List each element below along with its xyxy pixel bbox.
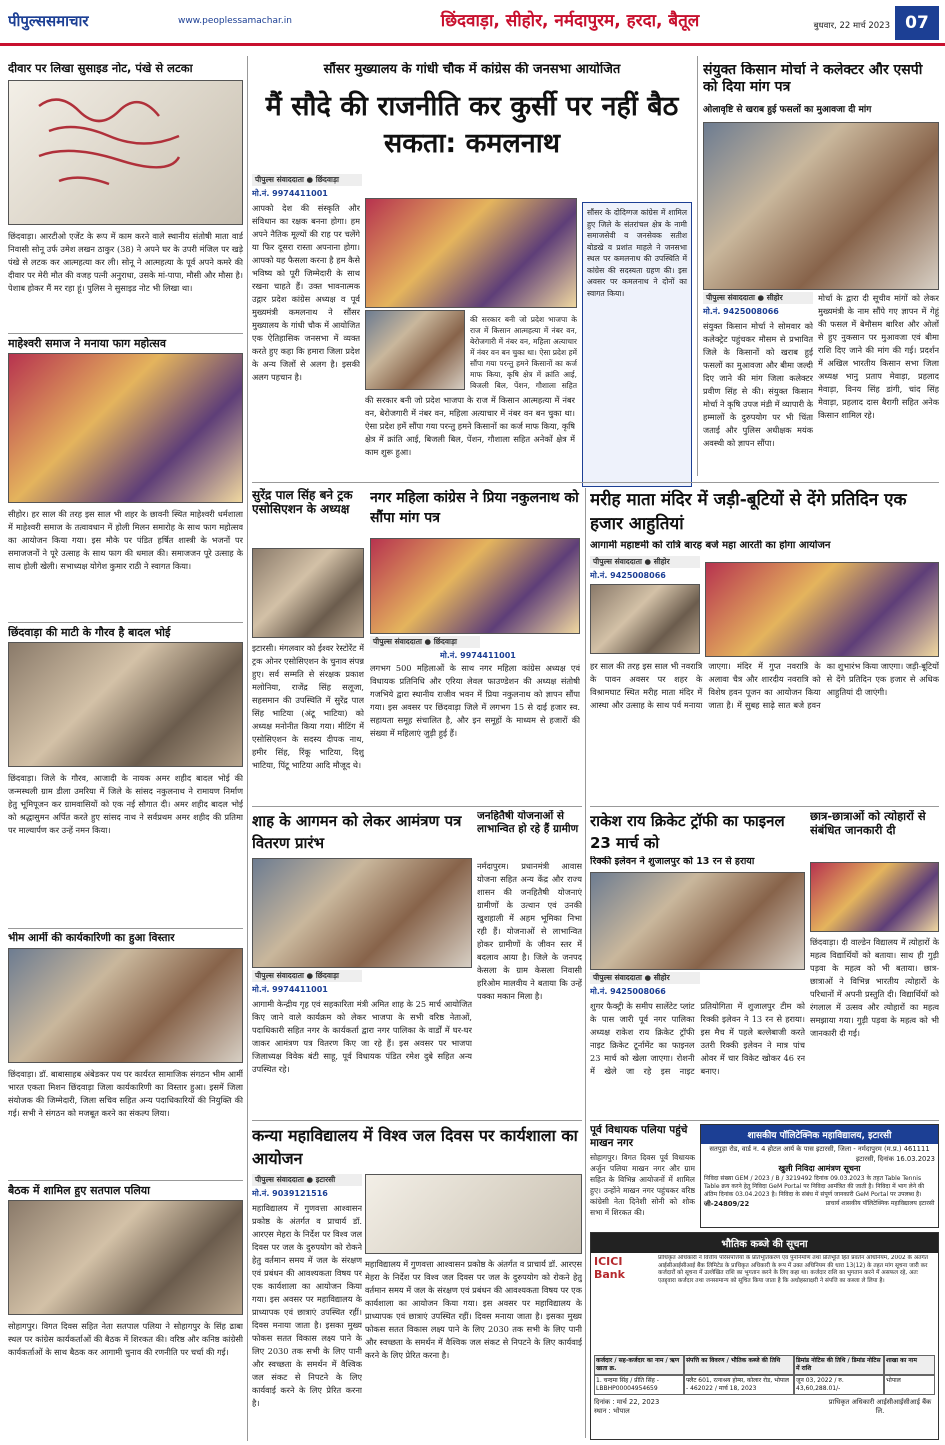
mareeh-small-photo	[590, 584, 700, 654]
column-rule	[247, 56, 248, 1441]
logo-main: पीपुल्स	[8, 12, 47, 30]
column-rule	[585, 488, 586, 1438]
table-header: डिमांड नोटिस की तिथि / डिमांड नोटिस में राशि	[794, 1355, 884, 1375]
cricket-body: शुगर फैक्ट्री के समीप सालेंटेट प्लांट के पास जारी पूर्व नगर पालिका अध्यक्ष राकेश राय क्रिकेट ट्रॉफी नाइट क्रिकेट टूर्नामेंट का फाइनल 23 मार्च को खेला जाएगा। रोशनी में खेले जा रहे इस नाइट प्रतियोगिता में शुजालपुर टीम को रिक्की इलेवन ने 13 रन से हराया। इस मैच में पहले बल्लेबाजी करते उतरी रिक्की इलेवन ने मात्र पांच ओवर में चार विकेट खोकर 46 रन बनाए।	[590, 1001, 805, 1076]
fag-festival-photo	[8, 353, 243, 503]
festival-photo	[810, 862, 939, 932]
side-box-joining	[582, 202, 692, 487]
tender-ref: जी-24809/22	[704, 1199, 750, 1208]
table-header: संपत्ति का विवरण / भौतिक कब्जे की तिथि	[684, 1355, 794, 1375]
paliya-title: पूर्व विधायक पलिया पहुंचे माखन नगर	[590, 1124, 688, 1149]
festival-body: छिंदवाड़ा। दी वाल्डेन विद्यालय में त्योहारों के महत्व विद्यार्थियों को बताया। साथ ही गुड़ी पड़वा के महत्व को भी बताया। छात्र-छात्राओं ने विभिन्न भारतीय त्योहारों के परिधानों में अपनी प्रस्तुति दी। विद्यार्थियों को रंगलाल में उत्सव और त्योहारों का महत्व समझाया गया। गुड़ी पड़वा के महत्व को भी जानकारी दी गई।	[810, 937, 939, 1038]
cricket-mobile: मो.नं. 9425008066	[590, 987, 666, 996]
farmers-headline: संयुक्त किसान मोर्चा ने कलेक्टर और एसपी को दिया मांग पत्र	[703, 62, 923, 95]
divider	[252, 482, 939, 483]
divider	[252, 1120, 582, 1121]
page-number: 07	[895, 6, 939, 40]
kamalnath-rally-photo	[365, 198, 577, 308]
temple-photo	[705, 562, 939, 657]
festival-title: छात्र-छात्राओं को त्योहारों से संबंधित जानकारी दी	[810, 810, 926, 837]
lead-body-2: की सरकार बनी जो प्रदेश भाजपा के राज में किसान आत्महत्या में नंबर वन, बेरोजगारी में नंबर वन, महिला अत्याचार में नंबर वन बन चुका था। ऐसा प्रदेश हमें सौंपा गया परन्तु हमने किसानों का कर्ज माफ किया, कृषि क्षेत्र में क्रांति आई, बिजली बिल, पेंशन, गौशाला सहित अनेकों क्षेत्र में काम शुरू हुआ।	[365, 395, 575, 457]
table-cell: भोपाल	[884, 1375, 935, 1395]
water-day-body: महाविद्यालय में गुणवत्ता आश्वासन प्रकोष्ठ के अंतर्गत व प्राचार्य डॉ. आरएस मेहरा के निर्देश पर विश्व जल दिवस पर जल के दुरुपयोग को रोकने हेतु वर्तमान समय में जल के संरक्षण एवं प्रबंधन की आवश्यकता विषय पर एक कार्यशाला का आयोजन किया गया। इस अवसर पर महाविद्यालय के प्राध्यापक एवं छात्राएं उपस्थित रहीं। दिवस मनाया जाता है। इसका मुख्य फोकस सतत विकास लक्ष्य पाने के लिए 2030 तक सभी के लिए पानी और स्वच्छता के समर्थन में वैश्विक जल संकट से निपटने के लिए कार्यवाई करने के लिए प्रेरित करना है।	[252, 1203, 362, 1408]
mahila-body: लगभग 500 महिलाओं के साथ नगर महिला कांग्रेस अध्यक्ष एवं विधायक प्रतिनिधि और एरिया लेवल फाउण्डेशन की अध्यक्ष संतोषी गजभिये द्वारा स्थानीय राजीव भवन में प्रिया नकुलनाथ को ज्ञापन सौंपा गया। इस अवसर पर छिंदवाड़ा जिले में लगभग 15 से दाई हजार स्व. सहायता समूह संचालित है, और इन समूहों के माध्यम से हजारों की संख्या में महिलाएं जुड़ी हुई हैं।	[370, 663, 580, 738]
possession-notice-body: प्राधिकृत अधिकारी ने वित्तीय परिसंपत्तियों के प्रतिभूतिकरण एवं पुनर्निर्माण तथा प्रतिभूति हित प्रवर्तन अधिनियम, 2002 के अंतर्गत आईसीआईसीआई बैंक लिमिटेड के प्राधिकृत अधिकारी के रूप में उक्त अधिनियम की धारा 13(12) के तहत मांग सूचना जारी कर कर्जदारों को सूचना में उल्लेखित राशि का भुगतान करने के लिए कहा था। कर्जदार राशि का भुगतान करने में असफल रहे, अतः एतद्द्वारा कर्जदार तथा जनसामान्य को सूचित किया जाता है कि अधोहस्ताक्षरी ने संपत्ति का कब्जा ले लिया है।	[658, 1255, 929, 1284]
tender-signer: प्राचार्य शासकीय पॉलिटेक्निक महाविद्यालय इटारसी	[825, 1199, 935, 1207]
possession-table	[594, 1355, 935, 1395]
tender-notice-title: खुली निविदा आमंत्रण सूचना	[778, 1164, 861, 1173]
icici-possession-notice	[590, 1232, 939, 1440]
side-box-text: सौंसर के दोदिग्गज कांग्रेस में शामिल हुए जिले के संतरांचल क्षेत्र के नामी समाजसेवी व जनसेवक सतीश बोडखे व प्रशांत माहले ने जनसभा स्थल पर कमलनाथ की उपस्थिति में कांग्रेस की सदस्यता ग्रहण की। इस अवसर पर कमलनाथ ने दोनों का स्वागत किया।	[587, 208, 687, 298]
bhim-army-photo	[8, 948, 243, 1063]
logo-second: समाचार	[46, 12, 89, 30]
truck-assoc-title: सुरेंद्र पाल सिंह बने ट्रक एसोसिएशन के अध्यक्ष	[252, 488, 353, 517]
schemes-title: जनहितैषी योजनाओं से लाभान्वित हो रहे हैं ग्रामीण	[477, 810, 579, 835]
story-body-badal-bhoi: छिंदवाड़ा। जिले के गौरव, आजादी के नायक अमर शहीद बादल भोई की जन्मस्थली ग्राम डीला उमरिया में जिले के सांसद नकुलनाथ ने रामायण निर्माण हेतु भूमिपूजन कर ग्रामवासियों को एक नई सौगात दी। अमर शहीद बादल भोई को श्रद्धासुमन अर्पित करते हुए सांसद नाथ ने सर्वप्रथम अमर शहीद की प्रतिमा पर माल्यार्पण कर उन्हें नमन किया।	[8, 773, 243, 835]
divider	[252, 806, 582, 807]
handwriting-icon	[9, 81, 243, 225]
lead-body-continued: की सरकार बनी जो प्रदेश भाजपा के राज में किसान आत्महत्या में नंबर वन, बेरोजगारी में नंबर वन, महिला अत्याचार में नंबर वन बन चुका था। ऐसा प्रदेश हमें सौंपा गया परन्तु हमने किसानों का कर्ज माफ किया, कृषि क्षेत्र में क्रांति आई, बिजली बिल, पेंशन, गौशाला सहित	[470, 315, 577, 390]
mahila-byline: पीपुल्स संवाददाता ● छिंदवाड़ा	[370, 636, 480, 648]
suicide-note-photo	[8, 80, 243, 225]
badal-bhoi-photo	[8, 642, 243, 767]
story-title-badal-bhoi: छिंदवाड़ा की माटी के गौरव है बादल भोई	[8, 626, 171, 639]
notice-signer: प्राधिकृत अधिकारी आईसीआईसीआई बैंक लि.	[828, 1398, 932, 1415]
table-cell: जून 03, 2022 / रु. 43,60,288.01/-	[794, 1375, 884, 1395]
satpal-meeting-photo	[8, 1200, 243, 1315]
water-day-photo	[365, 1174, 582, 1254]
shah-title: शाह के आगमन को लेकर आमंत्रण पत्र वितरण प्रारंभ	[252, 812, 462, 852]
divider	[8, 622, 243, 623]
tender-notice-body: निविदा संख्या GEM / 2023 / B / 3219492 दिनांक 09.03.2023 के तहत Table Tennis Table क्रय करने हेतु निविदा GeM Portal पर निविदा आमंत्रित की जाती है। निविदा में भाग लेने की अंतिम दिनांक 03.04.2023 है। निविदा के संबंध में संपूर्ण जानकारी GeM Portal पर उपलब्ध है।	[704, 1174, 925, 1198]
divider	[590, 1120, 939, 1121]
mahila-congress-title: नगर महिला कांग्रेस ने प्रिया नकुलनाथ को सौंपा मांग पत्र	[370, 490, 579, 526]
water-day-title: कन्या महाविद्यालय में विश्व जल दिवस पर कार्यशाला का आयोजन	[252, 1126, 578, 1168]
story-title-satpal: बैठक में शामिल हुए सतपाल पलिया	[8, 1184, 151, 1197]
shah-body: आगामी केन्द्रीय गृह एवं सहकारिता मंत्री अमित शाह के 25 मार्च आयोजित किए जाने वाले कार्यक्रम को लेकर भाजपा के सभी वरिष्ठ नेताओं, पदाधिकारी सहित नगर के कार्यकर्ता द्वारा नगर पालिका के वार्डों में घर-घर जाकर आमंत्रण पत्र वितरण किए जा रहे हैं। इस अवसर पर भाजपा जिलाध्यक्ष विवेक बंटी साहू, पूर्व विधायक पंडित रमेश दुबे सहित अन्य उपस्थित रहे।	[252, 999, 472, 1074]
story-body-fag: सीहोर। हर साल की तरह इस साल भी शहर के छावनी स्थित माहेश्वरी धर्मशाला में माहेश्वरी समाज के तत्वावधान में होली मिलन समारोह के साथ फाग महोत्सव का आयोजन किया गया। इस मौके पर पंडित हर्षित शास्त्री के भजनों पर समाजजनों ने पूरे उत्साह के साथ फाग की धमाल की। समाजजन पूरे उत्साह के साथ होली खेली। सभाध्यक्ष योगेश कुमार राठी ने स्वागत किया।	[8, 509, 243, 571]
lead-mobile: मो.नं. 9974411001	[252, 189, 328, 198]
lead-byline: पीपुल्स संवाददाता ● छिंदवाड़ा	[252, 174, 362, 186]
cricket-title: राकेश राय क्रिकेट ट्रॉफी का फाइनल 23 मार्च को	[590, 812, 785, 852]
mareeh-mobile: मो.नं. 9425008066	[590, 571, 666, 580]
divider	[8, 333, 243, 334]
newspaper-logo	[8, 6, 178, 36]
divider	[8, 1180, 243, 1181]
mareeh-mata-title: मरीह माता मंदिर में जड़ी-बूटियों से देंगे प्रतिदिन एक हजार आहुतियां	[590, 490, 907, 534]
water-day-mobile: मो.नं. 9039121516	[252, 1189, 328, 1198]
polytechnic-ad-title: शासकीय पॉलिटेक्निक महाविद्यालय, इटारसी	[701, 1125, 938, 1144]
icici-logo-icon: ICICI Bank	[594, 1255, 625, 1282]
table-cell: फ्लैट 601, रत्नाश्रय होम्स, कोलार रोड, भोपाल - 462022 / मार्च 18, 2023	[684, 1375, 794, 1395]
polytechnic-tender-ad	[700, 1124, 939, 1228]
story-title-suicide: दीवार पर लिखा सुसाइड नोट, पंखे से लटका	[8, 62, 193, 75]
truck-assoc-body: इटारसी। मंगलवार को ईश्वर रेस्टोरेंट में ट्रक ओनर एसोसिएशन के चुनाव संपन्न हुए। सर्व सम्मति से संरक्षक प्रकाश मलोनिया, राजेंद्र सिंह सलूजा, सहसमान की उपस्थिति में सुरेंद्र पाल सिंह भाटिया (अंटू भाटिया) को अध्यक्ष मनोनीत किया गया। मीटिंग में एसोसिएशन के सदस्य दीपक नाथ, हमीर सिंह, रिंकू भाटिया, दिशु भाटिया, पिंटू भाटिया आदि मौजूद थे।	[252, 643, 364, 770]
water-day-byline: पीपुल्स संवाददाता ● इटारसी	[252, 1174, 362, 1186]
lead-headline: मैं सौदे की राजनीति कर कुर्सी पर नहीं बैठ सकता: कमलनाथ	[265, 91, 679, 159]
lead-body-1: आपको देश की संस्कृति और संविधान का रक्षक बनना होगा। हम अपने नैतिक मूल्यों की राह पर चलेंगे या फिर दूसरा रास्ता अपनाना होगा। आपको यह फैसला करना है हम कैसे भविष्य को पूरी जिम्मेदारी के साथ रखना चाहते हैं। उक्त भावनात्मक उद्गार प्रदेश कांग्रेस अध्यक्ष व पूर्व मुख्यमंत्री कमलनाथ ने सौंसर मुख्यालय के गांधी चौक में आयोजित एक ऐतिहासिक जनसभा में व्यक्त करते हुए कहा कि हमारा जिला प्रदेश के अन्य जिलों से अलग है। इसकी अलग पहचान है।	[252, 203, 360, 382]
schemes-body: नर्मदापुरम। प्रधानमंत्री आवास योजना सहित अन्य केंद्र और राज्य शासन की जनहितैषी योजनाएं ग्रामीणों के उत्थान एवं उनकी खुशहाली में अहम भूमिका निभा रही हैं। योजनाओं से लाभान्वित होकर ग्रामीणों के जीवन स्तर में बदलाव आया है। जिले के जनपद केसला के ग्राम केसला निवासी हरिओम मालवीय ने बताया कि उन्हें पक्का मकान मिला है।	[477, 861, 582, 1001]
mahila-mobile: मो.नं. 9974411001	[440, 651, 516, 660]
farmers-photo	[703, 122, 939, 290]
mahila-congress-photo	[370, 538, 580, 634]
website-url[interactable]: www.peoplessamachar.in	[178, 16, 292, 26]
table-cell: 1. चन्दमा सिंह / प्रीति सिंह - LBBHP00004954659	[594, 1375, 684, 1395]
farmers-body-b: मोर्चा के द्वारा दी सूचीव मांगों को लेकर मुख्यमंत्री के नाम सौंपे गए ज्ञापन में गेहूं की फसल में बेमौसम बारिश और ओलों से हुए नुकसान पर मुआवजा एवं बीमा राशि दिए जाने की मांग की गई। प्रदर्शन में अखिल भारतीय किसान सभा जिला अध्यक्ष भानु प्रताप मेवाड़ा, प्रहलाद मेवाड़ा, विनय सिंह डांगी, चांद सिंह मेवाड़ा, प्रहलाद दास बैरागी सहित अनेक किसान शामिल रहे।	[818, 293, 939, 420]
story-body-bhim-army: छिंदवाड़ा। डॉ. बाबासाहब अंबेडकर पथ पर कार्यरत सामाजिक संगठन भीम आर्मी भारत एकता मिशन छिंदवाड़ा जिला कार्यकारिणी का विस्तार हुआ। इसमें जिला संयोजक की जिम्मेदारी, जिला सचिव सहित अन्य पदाधिकारियों की नियुक्ति की गई। सभी ने संगठन को मजबूत करने का संकल्प लिया।	[8, 1069, 243, 1118]
lead-kicker: सौंसर मुख्यालय के गांधी चौक में कांग्रेस की जनसभा आयोजित	[323, 62, 621, 77]
divider	[8, 928, 243, 929]
paliya-body: सोहागपुर। विगत दिवस पूर्व विधायक अर्जुन पलिया माखन नगर और ग्राम सहित के विभिन्न आयोजनों में शामिल हुए। उन्होंने माखन नगर पहुंचकर वरिष्ठ कांग्रेसी नेता दिनेशी सोनी को शोक सभा में शिरकत की।	[590, 1153, 695, 1217]
column-rule	[697, 56, 698, 476]
farmers-body: संयुक्त किसान मोर्चा ने सोमवार को कलेक्ट्रेट पहुंचकर मौसम से प्रभावित जिले के किसानों को खराब हुई फसलों का मुआवजा और बीमा जल्दी दिए जाने की मांग जिला कलेक्टर प्रवीण सिंह से की। संयुक्त किसान मोर्चा ने कृषि उपज मंडी में व्यापारी के हम्मालों के दुरुपयोग पर भी चिंता जताई और पुलिस अधीक्षक मयंक अवस्थी को ज्ञापन सौंपा।	[703, 321, 813, 448]
story-body-satpal: सोहागपुर। विगत दिवस सहित नेता सतपाल पलिया ने सोहागपुर के सिंह ढाबा स्थल पर कांग्रेस कार्यकर्ताओं की बैठक में शिरकत की। वरिष्ठ और कनिष्ठ कांग्रेसी कार्यकर्ताओं के साथ बैठक कर आगामी चुनाव की रणनीति पर चर्चा की गई।	[8, 1321, 243, 1357]
table-header: शाखा का नाम	[884, 1355, 935, 1375]
shah-byline: पीपुल्स संवाददाता ● छिंदवाड़ा	[252, 970, 362, 982]
mareeh-mata-sub: आगामी महाष्टमी को रात्रि बारह बजे महा आरती का होगा आयोजन	[590, 540, 831, 551]
table-header: कर्जदार / सह-कर्जदार का नाम / ऋण खाता क्र.	[594, 1355, 684, 1375]
notice-date: दिनांक : मार्च 22, 2023	[594, 1398, 660, 1406]
possession-notice-title: भौतिक कब्जे की सूचना	[591, 1233, 938, 1253]
cricket-photo	[590, 872, 805, 970]
story-title-bhim-army: भीम आर्मी की कार्यकारिणी का हुआ विस्तार	[8, 932, 175, 944]
notice-place: स्थान : भोपाल	[594, 1407, 630, 1415]
truck-assoc-photo	[252, 548, 364, 638]
story-title-fag: माहेश्वरी समाज ने मनाया फाग महोत्सव	[8, 337, 166, 350]
farmers-mobile: मो.नं. 9425008066	[703, 307, 779, 316]
polytechnic-date: इटारसी, दिनांक 16.03.2023	[855, 1155, 935, 1163]
shah-invitation-photo	[252, 858, 472, 968]
farmers-subhead: ओलावृष्टि से खराब हुई फसलों का मुआवजा दी मांग	[703, 105, 872, 115]
polytechnic-address: सतपुड़ा रोड, वार्ड न. 4 होटल आर्य के पास इटारसी, जिला - नर्मदापुरम (म.प्र.) 461111	[709, 1145, 930, 1153]
divider	[590, 806, 939, 807]
farmers-byline: पीपुल्स संवाददाता ● सीहोर	[703, 292, 813, 304]
crowd-photo	[365, 310, 465, 390]
mareeh-byline: पीपुल्स संवाददाता ● सीहोर	[590, 556, 700, 568]
water-day-body-b: महाविद्यालय में गुणवत्ता आश्वासन प्रकोष्ठ के अंतर्गत व प्राचार्य डॉ. आरएस मेहरा के निर्देश पर विश्व जल दिवस पर जल के दुरुपयोग को रोकने हेतु वर्तमान समय में जल के संरक्षण एवं प्रबंधन की आवश्यकता विषय पर एक कार्यशाला का आयोजन किया गया। इस अवसर पर महाविद्यालय के प्राध्यापक एवं छात्राएं उपस्थित रहीं। दिवस मनाया जाता है। इसका मुख्य फोकस सतत विकास लक्ष्य पाने के लिए 2030 तक सभी के लिए पानी और स्वच्छता के समर्थन में वैश्विक जल संकट से निपटने के लिए कार्यवाई करने के लिए प्रेरित करना है।	[365, 1259, 582, 1360]
edition-cities: छिंदवाड़ा, सीहोर, नर्मदापुरम, हरदा, बैतूल	[440, 11, 700, 31]
masthead	[0, 0, 945, 46]
mareeh-body: हर साल की तरह इस साल भी नवरात्रि के पावन अवसर पर शहर के विश्रामघाट स्थित मरीह माता मंदिर में आस्था और उत्साह के साथ पर्व मनाया जाएगा। मंदिर में गुप्त नवरात्रि के अलावा चैत्र और शारदीय नवरात्रि को विशेष हवन पूजन का आयोजन किया जाता है। में सुबह साढ़े सात बजे हवन का शुभारंभ किया जाएगा। जड़ी-बूटियों से देंगे प्रतिदिन एक हजार से अधिक आहुतियां दी जाएंगी।	[590, 661, 939, 710]
shah-mobile: मो.नं. 9974411001	[252, 985, 328, 994]
cricket-byline: पीपुल्स संवाददाता ● सीहोर	[590, 972, 700, 984]
story-body-suicide: छिंदवाड़ा। आरटीओ एजेंट के रूप में काम करने वाले स्थानीय संतोषी माता वार्ड निवासी सोनू उर्फ उमेश लखन ठाकुर (38) ने अपने घर के उपरी मंजिल पर खड़े पंखे से लटक कर आत्महत्या कर ली। सोनू ने आत्महत्या के पूर्व अपने कमरे की दीवार पर मेरी मौत की वजह पत्नी अनुराधा, उसके मां-पापा, मौसी और मौसा है। पेशाब होकर मैं मर रहा हूं। पुलिस ने सुसाइड नोट भी लिखा था।	[8, 231, 243, 293]
cricket-sub: रिक्की इलेवन ने शुजालपुर को 13 रन से हराया	[590, 856, 755, 867]
issue-date: बुधवार, 22 मार्च 2023	[813, 21, 890, 31]
